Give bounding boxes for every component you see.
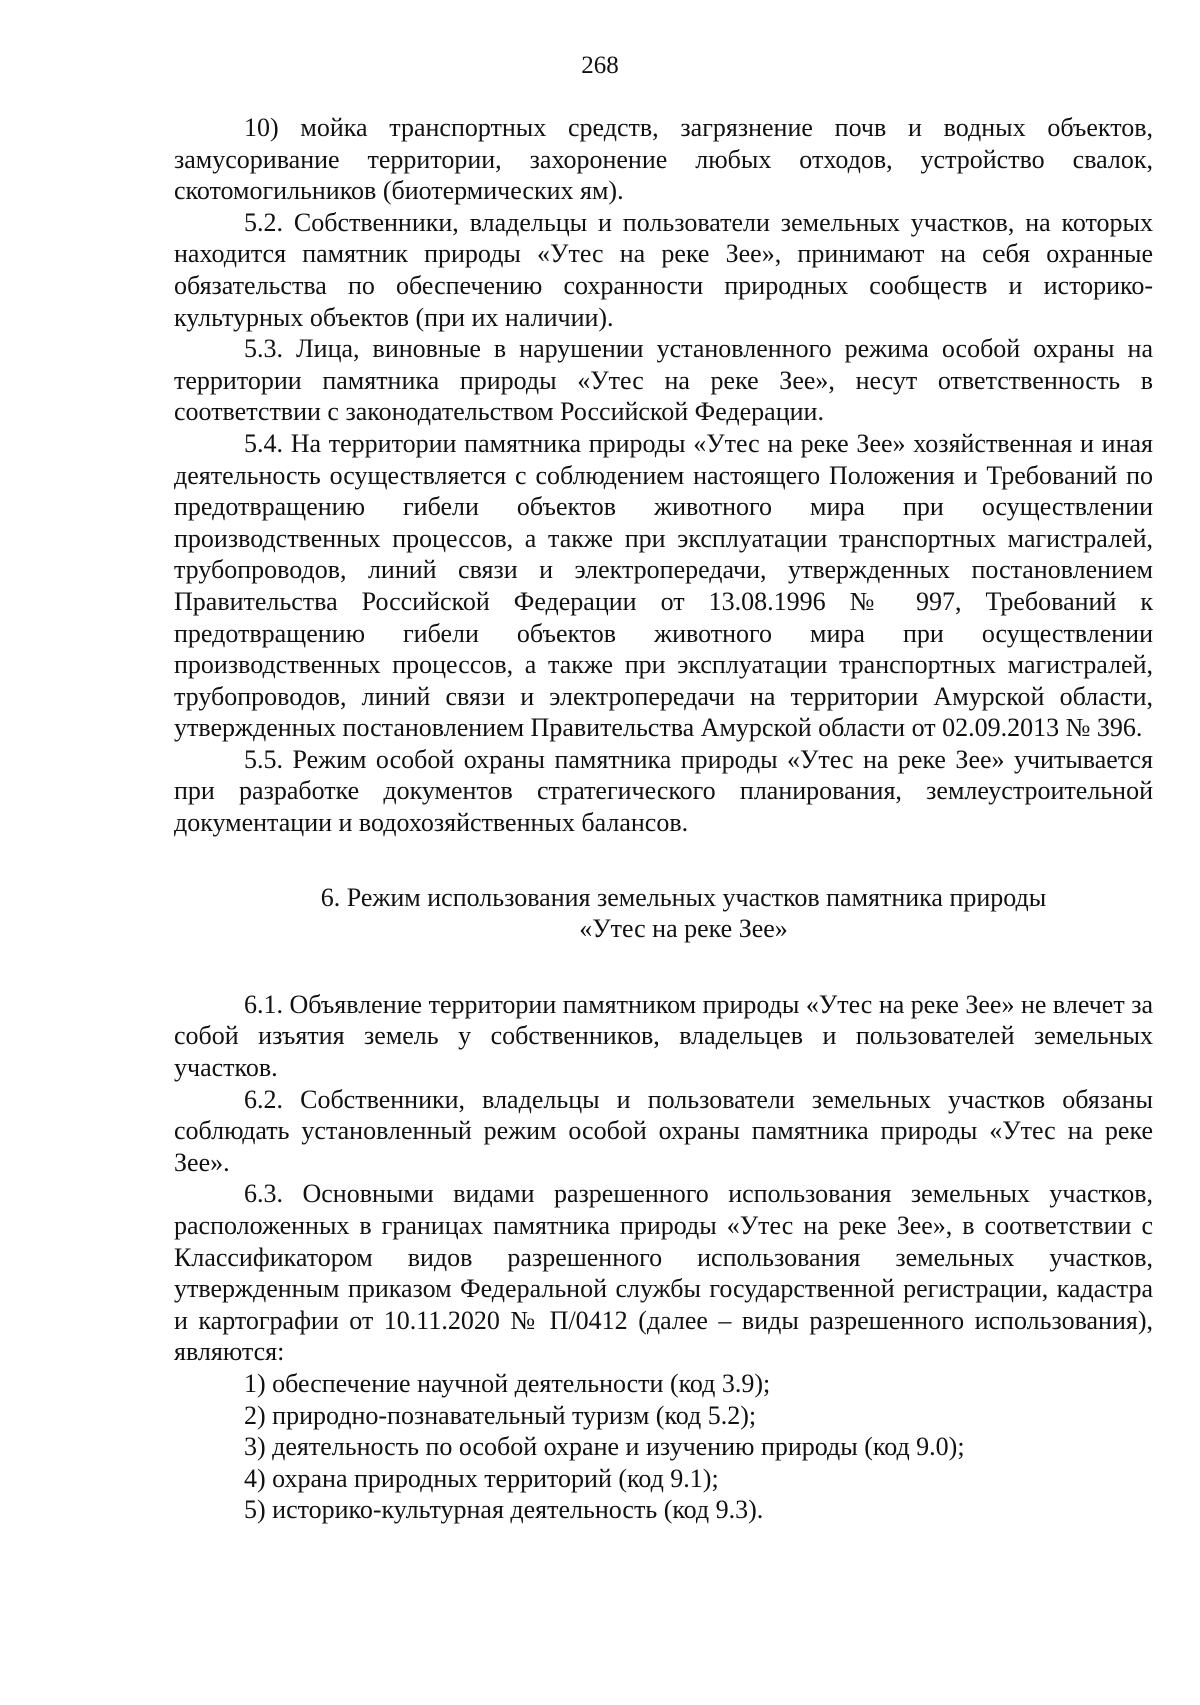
paragraph-5-4: 5.4. На территории памятника природы «Утес на реке Зее» хозяйственная и иная деятельность осуществляется с соблюдением настоящего Положения и Требований по предотвращению гибели объектов животного мира при осуществлении производственных процессов, а также при эксплуатации транспортных магистралей, трубопроводов, линий связи и электропередачи, утвержденных постановлением Правительства Российской Федерации от 13.08.1996 № 997, Требований к предотвращению гибели объектов животного мира при осуществлении производственных процессов, а также при эксплуатации транспортных магистралей, трубопроводов, линий связи и электропередачи на территории Амурской области, утвержденных постановлением Правительства Амурской области от 02.09.2013 № 396. [174,428,1153,743]
paragraph-5-5: 5.5. Режим особой охраны памятника природы «Утес на реке Зее» учитывается при разработке документов стратегического планирования, землеустроительной документации и водохозяйственных балансов. [174,744,1153,838]
section-heading-line-1: 6. Режим использования земельных участков памятника природы [320,882,1047,912]
page-number: 268 [581,52,619,79]
list-item: 3) деятельность по особой охране и изучению природы (код 9.0); [244,1432,965,1462]
list-item: 1) обеспечение научной деятельности (код 3.9); [244,1368,771,1398]
section-heading-line-2: «Утес на реке Зее» [579,914,788,944]
list-item: 2) природно-познавательный туризм (код 5.2); [244,1400,757,1430]
paragraph-item-10: 10) мойка транспортных средств, загрязнение почв и водных объектов, замусоривание территории, захоронение любых отходов, устройство свалок, скотомогильников (биотермических ям). [174,113,1153,206]
document-body [174,112,1153,1526]
list-item: 5) историко-культурная деятельность (код 9.3). [244,1495,764,1525]
paragraph-6-3: 6.3. Основными видами разрешенного использования земельных участков, расположенных в границах памятника природы «Утес на реке Зее», в соответствии с Классификатором видов разрешенного использования земельных участков, утвержденным приказом Федеральной службы государственной регистрации, кадастра и картографии от 10.11.2020 № П/0412 (далее – виды разрешенного использования), являются: [174,1179,1153,1367]
section-heading [174,882,1153,945]
paragraph-5-3: 5.3. Лица, виновные в нарушении установленного режима особой охраны на территории памятника природы «Утес на реке Зее», несут ответственность в соответствии с законодательством Российской Федерации. [174,334,1153,427]
list-item: 4) охрана природных территорий (код 9.1); [244,1463,719,1493]
paragraph-6-2: 6.2. Собственники, владельцы и пользователи земельных участков обязаны соблюдать установленный режим особой охраны памятника природы «Утес на реке Зее». [174,1084,1153,1177]
paragraph-6-1: 6.1. Объявление территории памятником природы «Утес на реке Зее» не влечет за собой изъятия земель у собственников, владельцев и пользователей земельных участков. [174,989,1154,1083]
paragraph-5-2: 5.2. Собственники, владельцы и пользователи земельных участков, на которых находится памятник природы «Утес на реке Зее», принимают на себя охранные обязательства по обеспечению сохранности природных сообществ и историко-культурных объектов (при их наличии). [174,207,1153,332]
